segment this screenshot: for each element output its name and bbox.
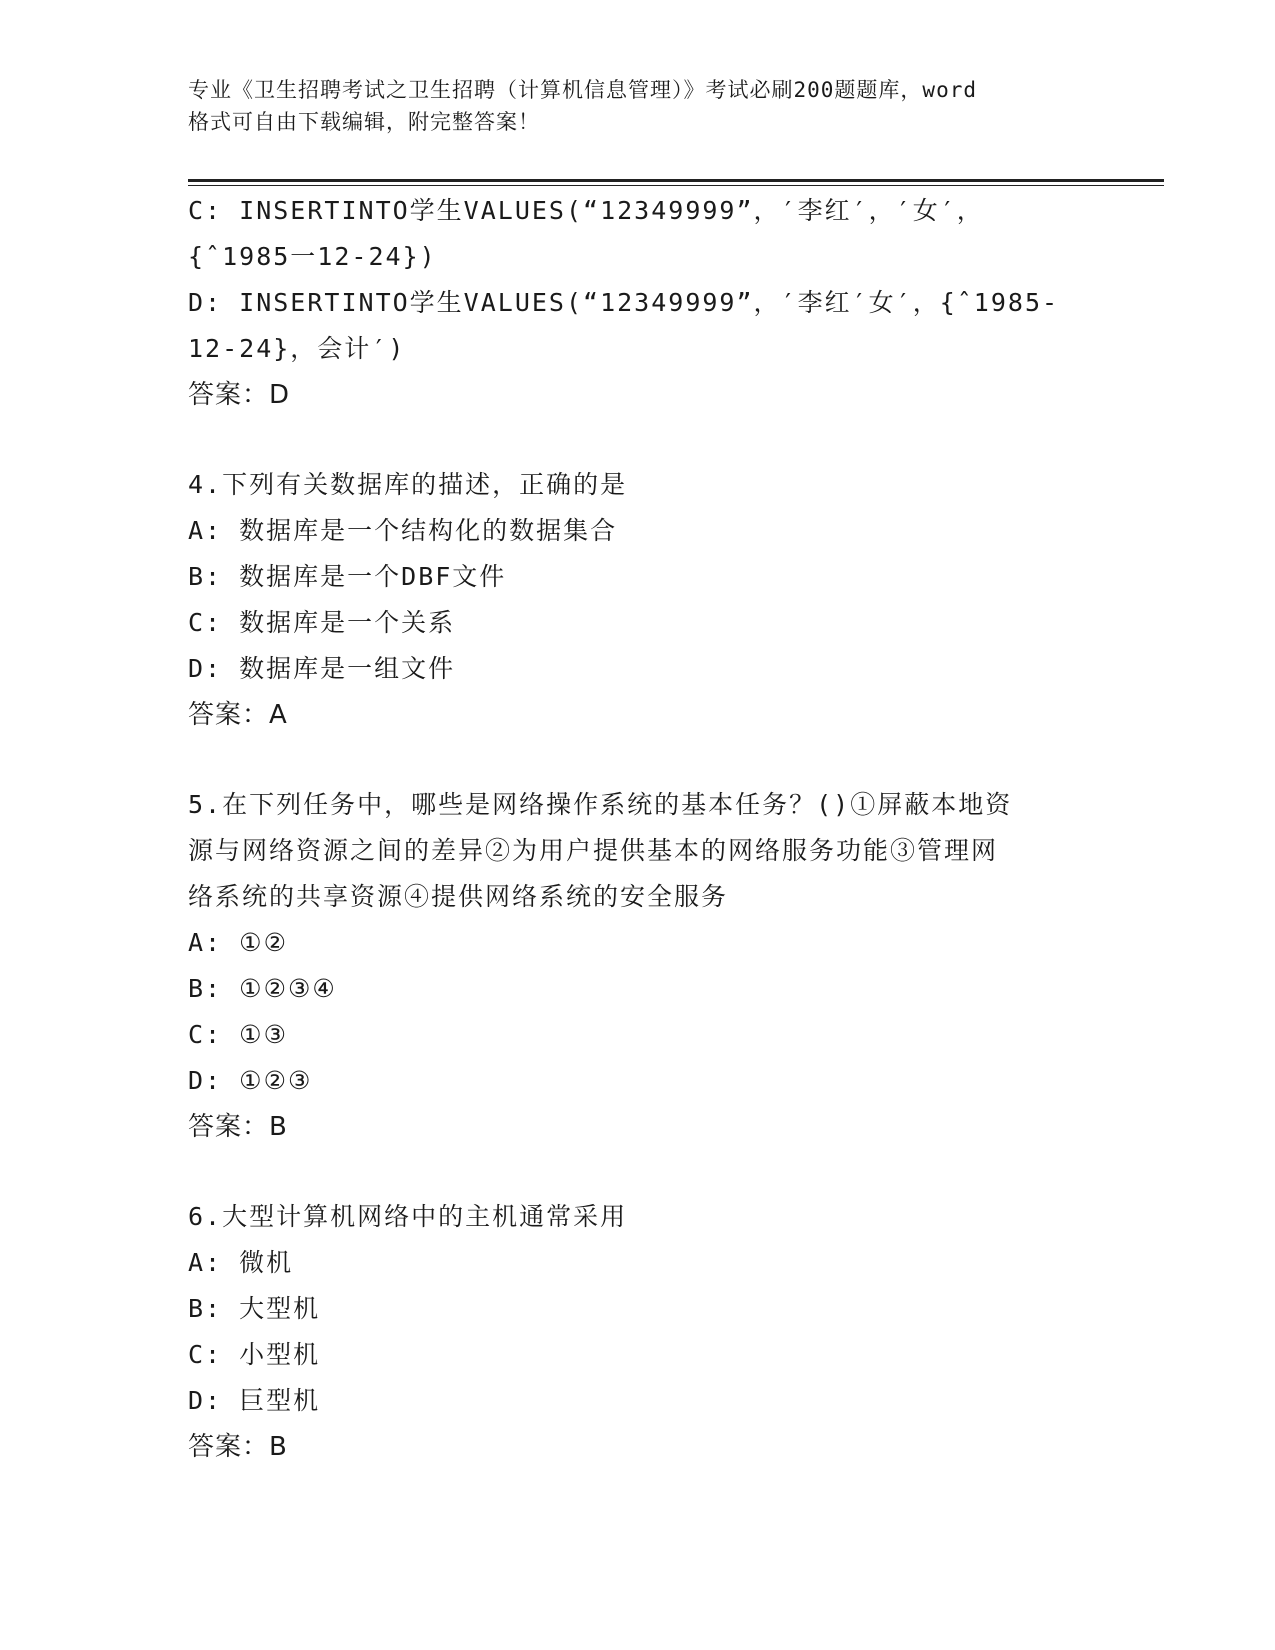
option-a: A: 微机 (188, 1248, 294, 1277)
question-5 (188, 782, 1068, 1150)
question-6 (188, 1194, 1068, 1470)
answer-line: 答案：D (188, 380, 291, 410)
option-d: D: 数据库是一组文件 (188, 654, 456, 683)
option-d: D: ①②③ (188, 1066, 313, 1095)
option-a: A: ①② (188, 928, 288, 957)
question-4 (188, 462, 1068, 738)
question-stem-line-2: 源与网络资源之间的差异②为用户提供基本的网络服务功能③管理网 (188, 836, 999, 865)
option-d-line-1: D: INSERTINTO学生VALUES(“12349999”，′李红′女′，{ˆ1985- (188, 288, 1060, 317)
answer-line: 答案：B (188, 1112, 288, 1142)
question-stem-line-3: 络系统的共享资源④提供网络系统的安全服务 (188, 882, 729, 911)
question-stem: 6.大型计算机网络中的主机通常采用 (188, 1202, 628, 1231)
option-d: D: 巨型机 (188, 1386, 321, 1415)
option-c: C: ①③ (188, 1020, 288, 1049)
option-c-line-2: {ˆ1985一12-24}) (188, 242, 437, 271)
question-list (188, 188, 1068, 1514)
question-stem-line-1: 5.在下列任务中，哪些是网络操作系统的基本任务？()①屏蔽本地资 (188, 790, 1013, 819)
answer-line: 答案：B (188, 1432, 288, 1462)
option-b: B: 大型机 (188, 1294, 321, 1323)
question-3-continued (188, 188, 1068, 418)
header-divider-thin (188, 185, 1164, 186)
option-a: A: 数据库是一个结构化的数据集合 (188, 516, 618, 545)
option-c: C: 小型机 (188, 1340, 321, 1369)
option-d-line-2: 12-24}，会计′) (188, 334, 406, 363)
answer-line: 答案：A (188, 700, 288, 730)
header-title-line-1: 专业《卫生招聘考试之卫生招聘（计算机信息管理）》考试必刷200题题库，word (188, 78, 977, 102)
option-b: B: 数据库是一个DBF文件 (188, 562, 507, 591)
option-c-line-1: C: INSERTINTO学生VALUES(“12349999”，′李红′，′女′， (188, 196, 984, 225)
option-c: C: 数据库是一个关系 (188, 608, 456, 637)
option-b: B: ①②③④ (188, 974, 337, 1003)
document-header (188, 74, 1088, 138)
header-title-line-2: 格式可自由下载编辑，附完整答案！ (188, 110, 540, 134)
header-divider-thick (188, 179, 1164, 182)
question-stem: 4.下列有关数据库的描述，正确的是 (188, 470, 628, 499)
